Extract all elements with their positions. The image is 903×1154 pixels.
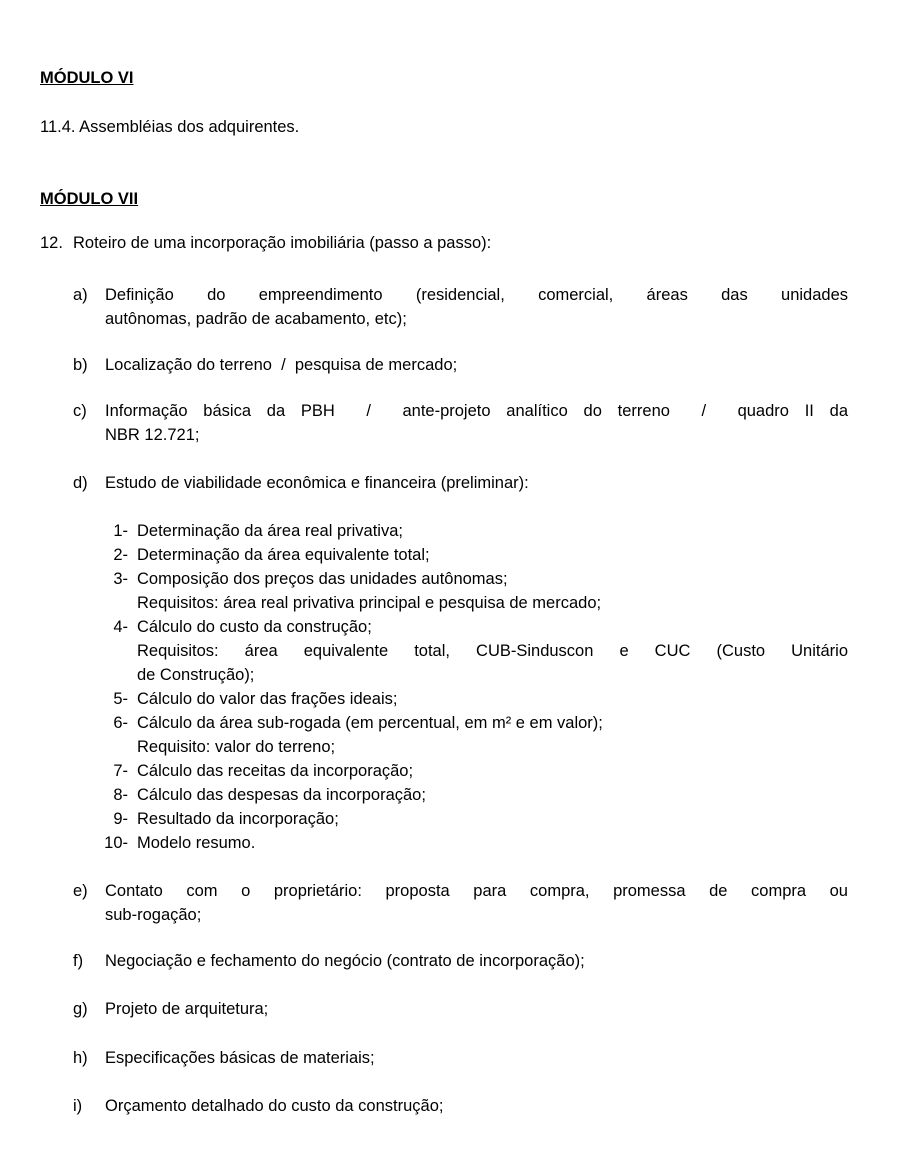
list-item-h — [73, 1046, 848, 1070]
list-item-e — [73, 879, 848, 927]
text-line: Composição dos preços das unidades autônomas; — [137, 570, 508, 588]
numbered-step-5 — [100, 687, 848, 711]
list-item-g-text — [105, 997, 848, 1021]
step-number: 5- — [113, 690, 128, 708]
list-item-c — [73, 399, 848, 447]
list-item-a-label: a) — [73, 286, 88, 304]
step-number: 7- — [113, 762, 128, 780]
item-12-intro — [40, 231, 848, 255]
text-line: NBR 12.721; — [105, 426, 200, 444]
item-11-4: 11.4. Assembléias dos adquirentes. — [40, 118, 300, 136]
step-number: 2- — [113, 546, 128, 564]
text-line: Cálculo das despesas da incorporação; — [137, 786, 426, 804]
text-line: de Construção); — [137, 666, 255, 684]
text-line: Orçamento detalhado do custo da construção; — [105, 1097, 444, 1115]
step-text — [137, 591, 848, 615]
numbered-step-6 — [100, 711, 848, 735]
numbered-step-3-requisitos — [100, 591, 848, 615]
step-text — [137, 783, 848, 807]
list-item-g — [73, 997, 848, 1021]
list-item-b — [73, 353, 848, 377]
text-line: Definição do empreendimento (residencial, comercial, áreas das unidades — [105, 286, 848, 304]
text-line: Contato com o proprietário: proposta para compra, promessa de compra ou — [105, 882, 848, 900]
step-number: 3- — [113, 570, 128, 588]
text-line: autônomas, padrão de acabamento, etc); — [105, 310, 407, 328]
text-line: sub-rogação; — [105, 906, 202, 924]
step-text — [137, 519, 848, 543]
numbered-step-4 — [100, 615, 848, 639]
text-line: Requisito: valor do terreno; — [137, 738, 336, 756]
step-number — [100, 735, 128, 759]
list-item-h-text — [105, 1046, 848, 1070]
text-line: Localização do terreno / pesquisa de mercado; — [105, 356, 458, 374]
list-item-e-label: e) — [73, 882, 88, 900]
list-item-b-text — [105, 353, 848, 377]
list-item-b-label: b) — [73, 356, 88, 374]
step-number — [100, 591, 128, 615]
text-line: Cálculo do valor das frações ideais; — [137, 690, 398, 708]
list-item-e-text — [105, 879, 848, 927]
list-item-f-label: f) — [73, 952, 84, 970]
text-line: Cálculo do custo da construção; — [137, 618, 372, 636]
numbered-step-7 — [100, 759, 848, 783]
text-line: Estudo de viabilidade econômica e financeira (preliminar): — [105, 474, 529, 492]
step-number: 9- — [113, 810, 128, 828]
step-number: 1- — [113, 522, 128, 540]
module-vi-heading: MÓDULO VI — [40, 69, 134, 87]
list-item-a — [73, 283, 848, 331]
list-item-i-label: i) — [73, 1097, 83, 1115]
text-line: Requisitos: área real privativa principal e pesquisa de mercado; — [137, 594, 602, 612]
step-text — [137, 567, 848, 591]
step-text — [137, 807, 848, 831]
numbered-step-list — [100, 519, 848, 855]
list-item-d — [73, 471, 848, 495]
step-text — [137, 639, 848, 687]
list-item-c-text — [105, 399, 848, 447]
list-item-i-text — [105, 1094, 848, 1118]
text-line: Resultado da incorporação; — [137, 810, 339, 828]
step-text — [137, 759, 848, 783]
text-line: Cálculo das receitas da incorporação; — [137, 762, 414, 780]
step-text — [137, 687, 848, 711]
list-item-g-label: g) — [73, 1000, 88, 1018]
list-item-d-label: d) — [73, 474, 88, 492]
step-number: 6- — [113, 714, 128, 732]
numbered-step-1 — [100, 519, 848, 543]
text-line: Especificações básicas de materiais; — [105, 1049, 375, 1067]
numbered-step-4-requisitos — [100, 639, 848, 687]
text-line: Modelo resumo. — [137, 834, 256, 852]
step-number: 8- — [113, 786, 128, 804]
item-12-text: Roteiro de uma incorporação imobiliária (passo a passo): — [73, 234, 492, 252]
text-line: Determinação da área equivalente total; — [137, 546, 430, 564]
list-item-a-text — [105, 283, 848, 331]
text-line: Determinação da área real privativa; — [137, 522, 403, 540]
step-number: 10- — [104, 834, 128, 852]
item-12-number: 12. — [40, 234, 63, 252]
numbered-step-6-requisito — [100, 735, 848, 759]
text-line: Cálculo da área sub-rogada (em percentual, em m² e em valor); — [137, 714, 603, 732]
text-line: Informação básica da PBH / ante-projeto analítico do terreno / quadro II da — [105, 402, 848, 420]
step-text — [137, 831, 848, 855]
module-vii-heading: MÓDULO VII — [40, 190, 139, 208]
text-line: Negociação e fechamento do negócio (contrato de incorporação); — [105, 952, 585, 970]
list-item-d-text — [105, 471, 848, 495]
list-item-i — [73, 1094, 848, 1118]
numbered-step-9 — [100, 807, 848, 831]
numbered-step-2 — [100, 543, 848, 567]
text-line: Requisitos: área equivalente total, CUB-Sinduscon e CUC (Custo Unitário — [137, 642, 848, 660]
numbered-step-10 — [100, 831, 848, 855]
step-number: 4- — [113, 618, 128, 636]
list-item-f — [73, 949, 848, 973]
step-text — [137, 615, 848, 639]
text-line: Projeto de arquitetura; — [105, 1000, 269, 1018]
step-text — [137, 543, 848, 567]
step-text — [137, 711, 848, 735]
list-item-h-label: h) — [73, 1049, 88, 1067]
list-item-c-label: c) — [73, 402, 87, 420]
numbered-step-8 — [100, 783, 848, 807]
step-number — [100, 639, 128, 687]
step-text — [137, 735, 848, 759]
numbered-step-3 — [100, 567, 848, 591]
list-item-f-text — [105, 949, 848, 973]
